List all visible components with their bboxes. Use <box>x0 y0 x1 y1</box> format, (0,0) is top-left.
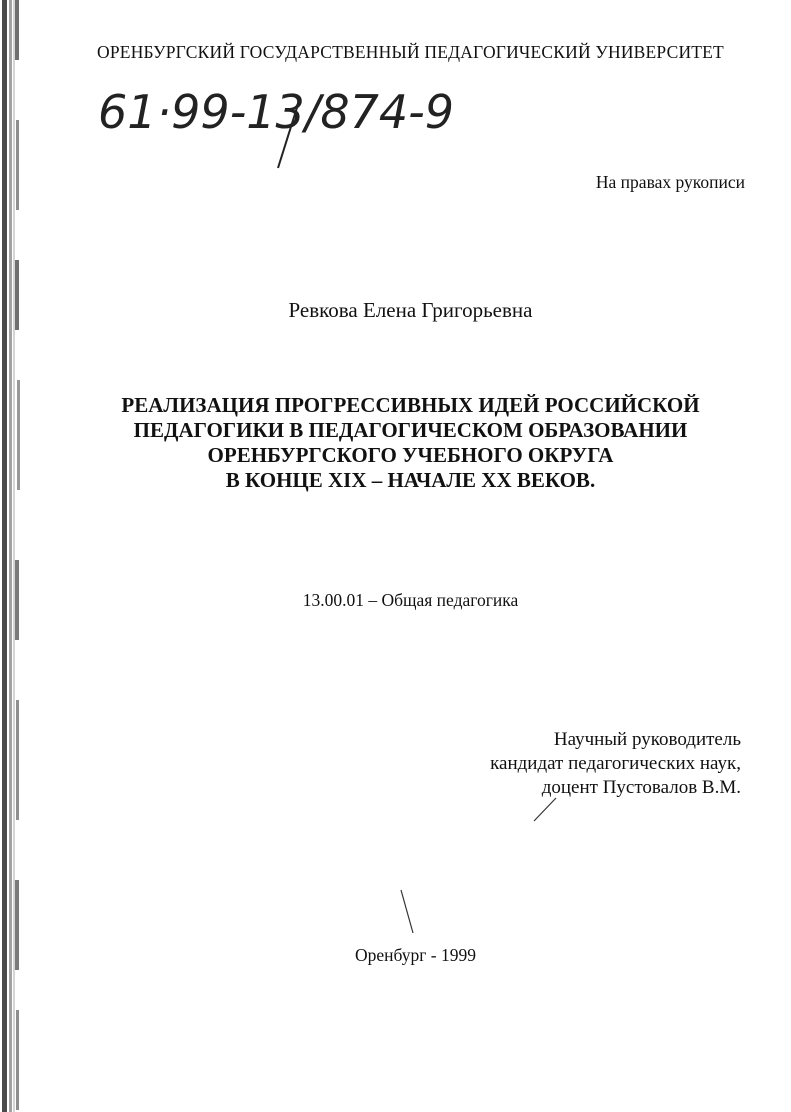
supervisor-degree: кандидат педагогических наук, <box>490 753 741 774</box>
title-line: РЕАЛИЗАЦИЯ ПРОГРЕССИВНЫХ ИДЕЙ РОССИЙСКОЙ <box>121 393 700 417</box>
supervisor-name: доцент Пустовалов В.М. <box>541 777 741 798</box>
title-line: ПЕДАГОГИКИ В ПЕДАГОГИЧЕСКОМ ОБРАЗОВАНИИ <box>133 418 688 442</box>
handwritten-archive-number <box>92 72 512 172</box>
dissertation-title <box>0 393 791 493</box>
title-line: ОРЕНБУРГСКОГО УЧЕБНОГО ОКРУГА <box>207 443 614 467</box>
supervisor-role: Научный руководитель <box>553 729 741 750</box>
city-year: Оренбург - 1999 <box>354 945 476 965</box>
rights-note: На правах рукописи <box>595 172 745 192</box>
specialty-code: 13.00.01 – Общая педагогика <box>302 590 519 610</box>
svg-text:61·99-13/874-9: 61·99-13/874-9 <box>98 85 454 139</box>
supervisor-block <box>490 728 741 800</box>
author-name: Ревкова Елена Григорьевна <box>288 298 533 322</box>
pen-stroke-mark <box>398 888 418 936</box>
university-name: ОРЕНБУРГСКИЙ ГОСУДАРСТВЕННЫЙ ПЕДАГОГИЧЕСКИЙ УНИВЕРСИТЕТ <box>97 42 724 62</box>
title-line: В КОНЦЕ XIX – НАЧАЛЕ XX ВЕКОВ. <box>225 468 596 492</box>
pen-stroke-mark <box>530 795 560 825</box>
